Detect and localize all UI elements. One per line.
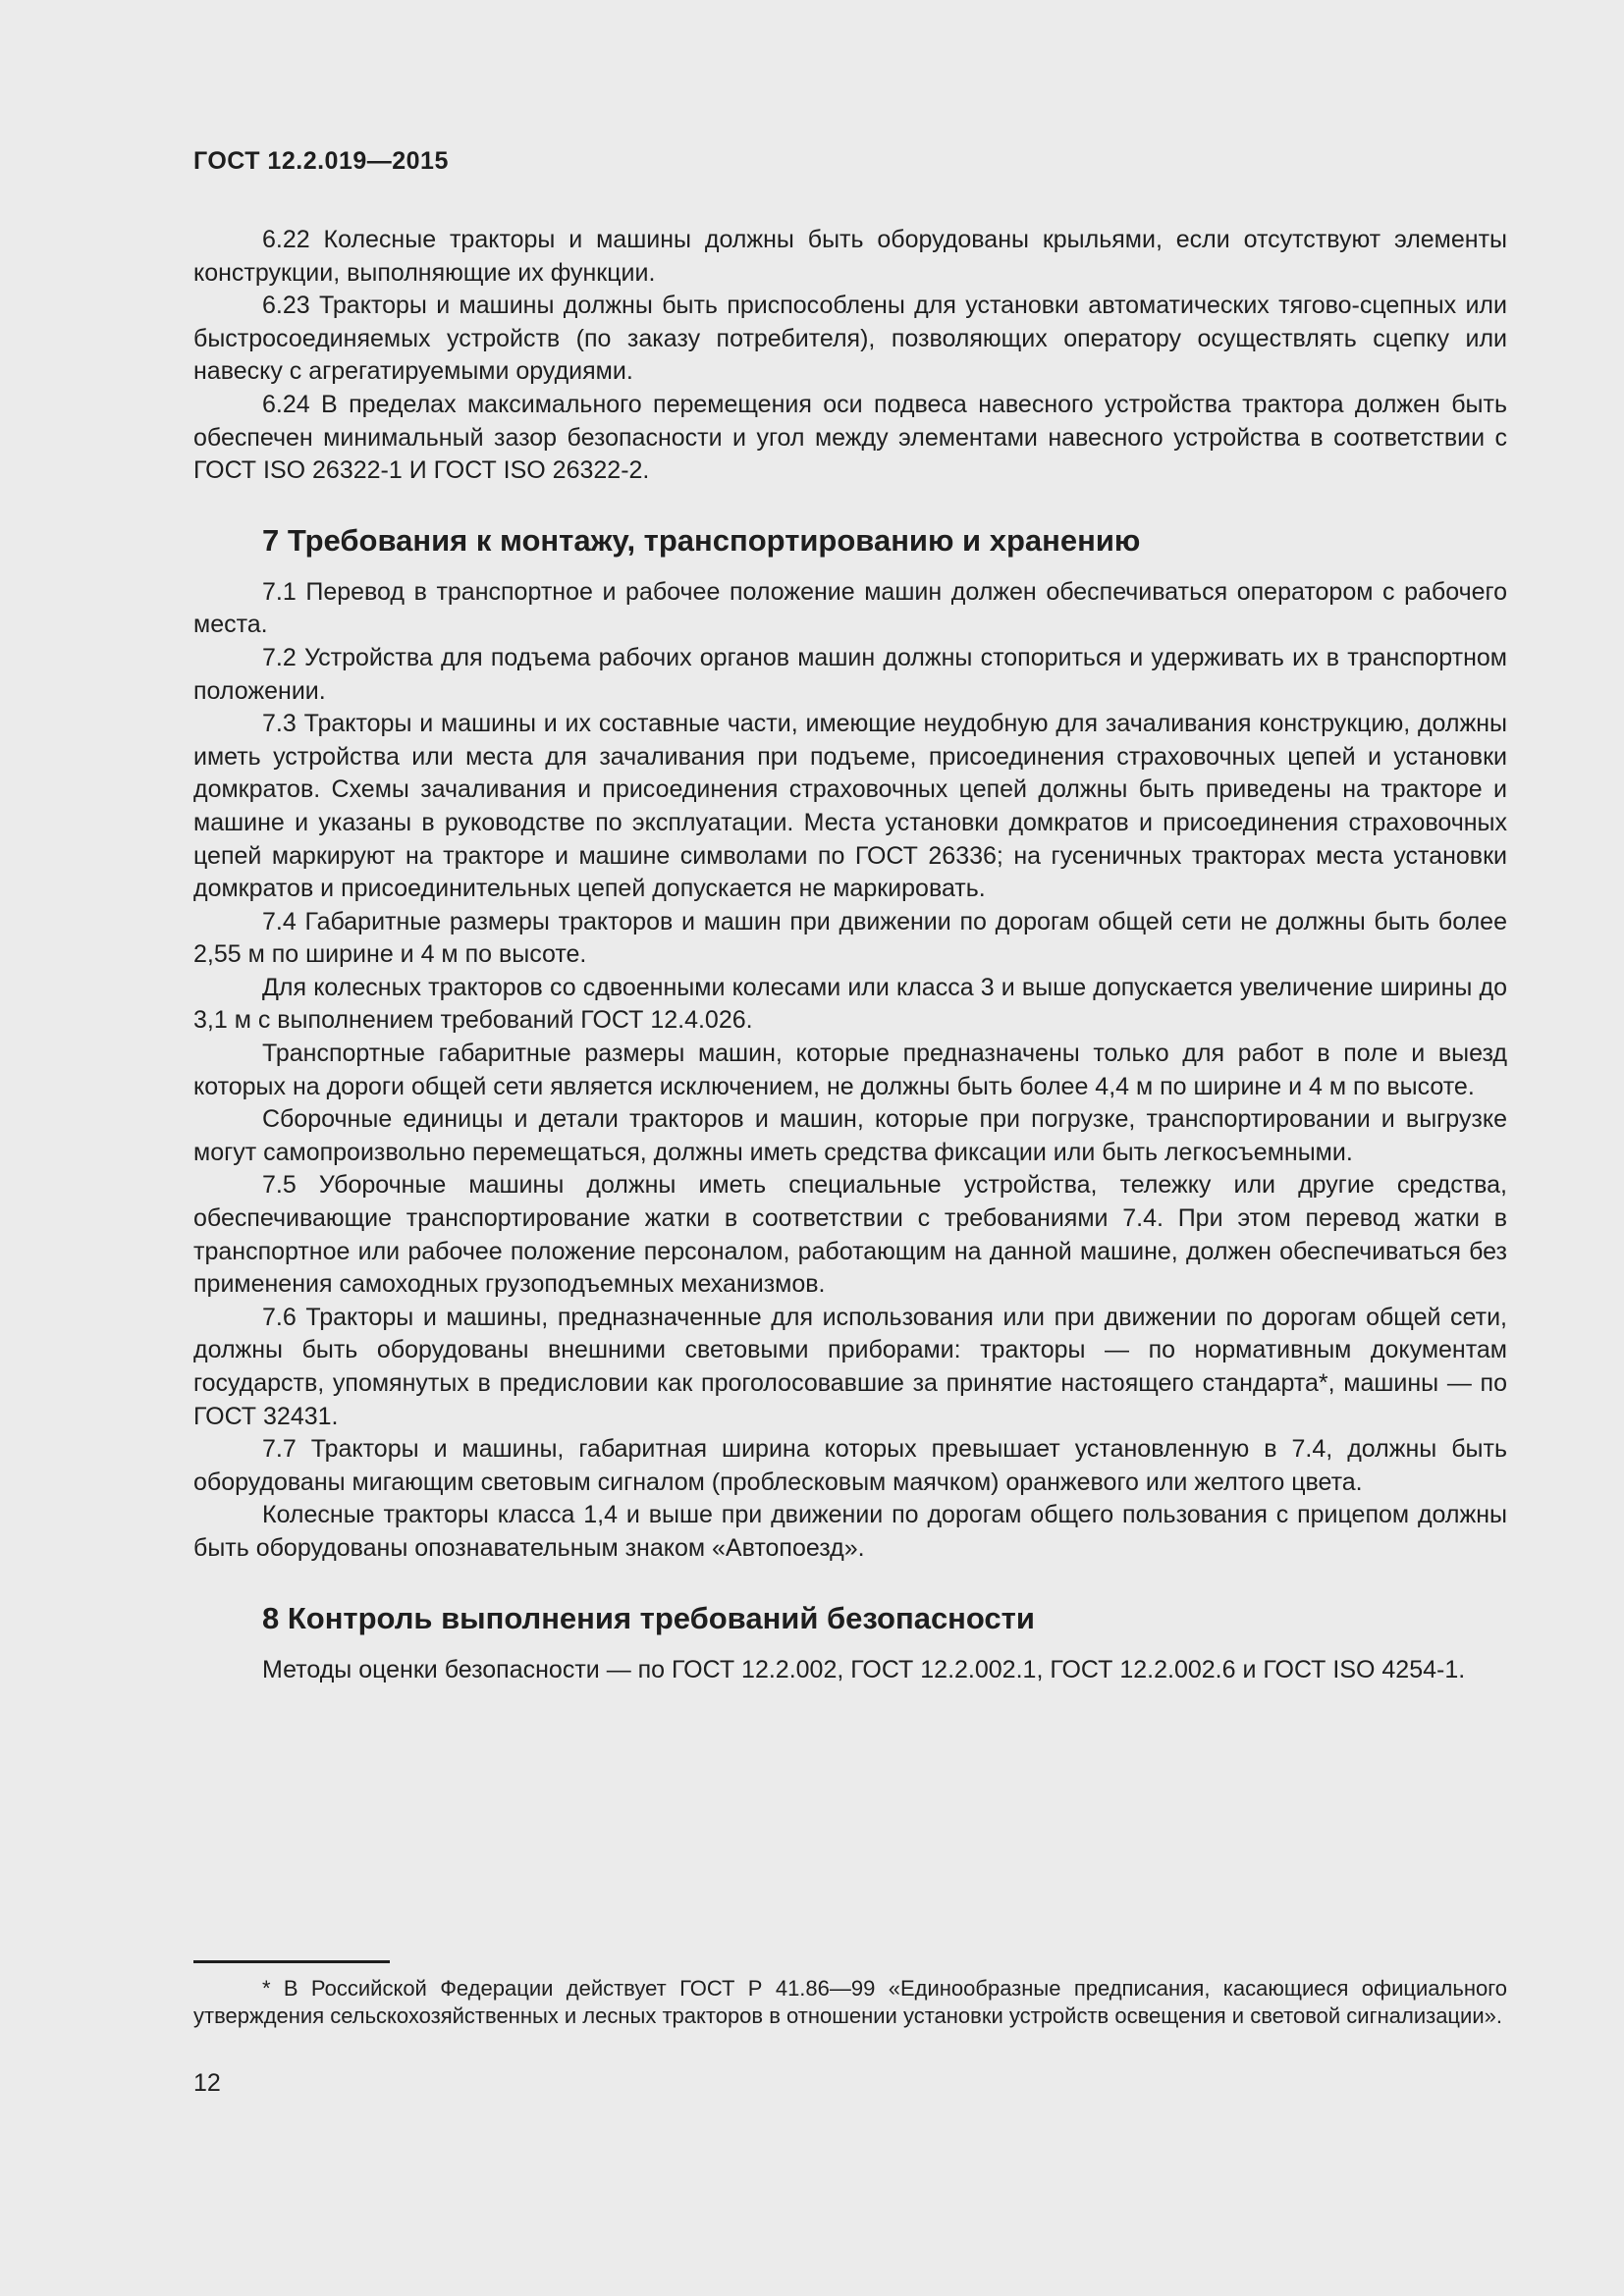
paragraph-7-4: 7.4 Габаритные размеры тракторов и машин при движении по дорогам общей сети не должны быть более 2,55 м по ширине и 4 м по высоте. xyxy=(193,907,1507,969)
paragraph-7-1: 7.1 Перевод в транспортное и рабочее положение машин должен обеспечиваться оператором с рабочего места. xyxy=(193,577,1507,639)
section-8-heading: 8 Контроль выполнения требований безопасности xyxy=(262,1600,1035,1635)
paragraph-7-4-assembly: Сборочные единицы и детали тракторов и машин, которые при погрузке, транспортировании и выгрузке могут самопроизвольно перемещаться, должны иметь средства фиксации или быть легкосъемными. xyxy=(193,1105,1507,1166)
paragraph-7-4-transport: Транспортные габаритные размеры машин, которые предназначены только для работ в поле и выезд которых на дороги общей сети является исключением, не должны быть более 4,4 м по ширине и 4 м по высоте. xyxy=(193,1040,1507,1100)
paragraph-7-6: 7.6 Тракторы и машины, предназначенные для использования или при движении по дорогам общей сети, должны быть оборудованы внешними световыми приборами: тракторы — по нормативным документам государств, упомянутых в предисловии как проголосовавшие за принятие настоящего стандарта*, машины — по ГОСТ 32431. xyxy=(193,1303,1507,1430)
paragraph-7-4-wheeled: Для колесных тракторов со сдвоенными колесами или класса 3 и выше допускается увеличение ширины до 3,1 м с выполнением требований ГОСТ 12.4.026. xyxy=(193,973,1507,1035)
footnote: * В Российской Федерации действует ГОСТ Р 41.86—99 «Единообразные предписания, касающиеся официального утверждения сельскохозяйственных и лесных тракторов в отношении установки устройств освещения и световой сигнализации». xyxy=(193,1976,1507,2028)
page-number: 12 xyxy=(193,2069,221,2097)
paragraph-6-22: 6.22 Колесные тракторы и машины должны быть оборудованы крыльями, если отсутствуют элементы конструкции, выполняющие их функции. xyxy=(193,226,1507,287)
paragraph-7-2: 7.2 Устройства для подъема рабочих органов машин должны стопориться и удерживать их в транспортном положении. xyxy=(193,643,1507,705)
paragraph-7-5: 7.5 Уборочные машины должны иметь специальные устройства, тележку или другие средства, обеспечивающие транспортирование жатки в соответствии с требованиями 7.4. При этом перевод жатки в транспортное или рабочее положение персоналом, работающим на данной машине, должен обеспечиваться без применения самоходных грузоподъемных механизмов. xyxy=(193,1171,1507,1299)
main-content xyxy=(193,224,1507,1686)
section-7-heading: 7 Требования к монтажу, транспортированию и хранению xyxy=(262,522,1141,558)
document-code: ГОСТ 12.2.019—2015 xyxy=(193,147,449,175)
paragraph-7-7: 7.7 Тракторы и машины, габаритная ширина которых превышает установленную в 7.4, должны быть оборудованы мигающим световым сигналом (проблесковым маячком) оранжевого или желтого цвета. xyxy=(193,1435,1507,1496)
paragraph-6-23: 6.23 Тракторы и машины должны быть приспособлены для установки автоматических тягово-сцепных или быстросоединяемых устройств (по заказу потребителя), позволяющих оператору осуществлять сцепку или навеску с агрегатируемыми орудиями. xyxy=(193,292,1507,386)
footnote-divider xyxy=(193,1960,390,1963)
paragraph-7-3: 7.3 Тракторы и машины и их составные части, имеющие неудобную для зачаливания конструкцию, должны иметь устройства или места для зачаливания при подъеме, присоединения страховочных цепей и установки домкратов. Схемы зачаливания и присоединения страховочных цепей должны быть приведены на тракторе и машине и указаны в руководстве по эксплуатации. Места установки домкратов и присоединения страховочных цепей маркируют на тракторе и машине символами по ГОСТ 26336; на гусеничных тракторах места установки домкратов и присоединительных цепей допускается не маркировать. xyxy=(193,710,1507,903)
paragraph-6-24: 6.24 В пределах максимального перемещения оси подвеса навесного устройства трактора должен быть обеспечен минимальный зазор безопасности и угол между элементами навесного устройства в соответствии с ГОСТ ISO 26322-1 И ГОСТ ISO 26322-2. xyxy=(193,390,1507,485)
paragraph-7-7-autotrain: Колесные тракторы класса 1,4 и выше при движении по дорогам общего пользования с прицепом должны быть оборудованы опознавательным знаком «Автопоезд». xyxy=(193,1501,1507,1562)
paragraph-8-methods: Методы оценки безопасности — по ГОСТ 12.2.002, ГОСТ 12.2.002.1, ГОСТ 12.2.002.6 и ГОСТ ISO 4254-1. xyxy=(262,1655,1466,1683)
